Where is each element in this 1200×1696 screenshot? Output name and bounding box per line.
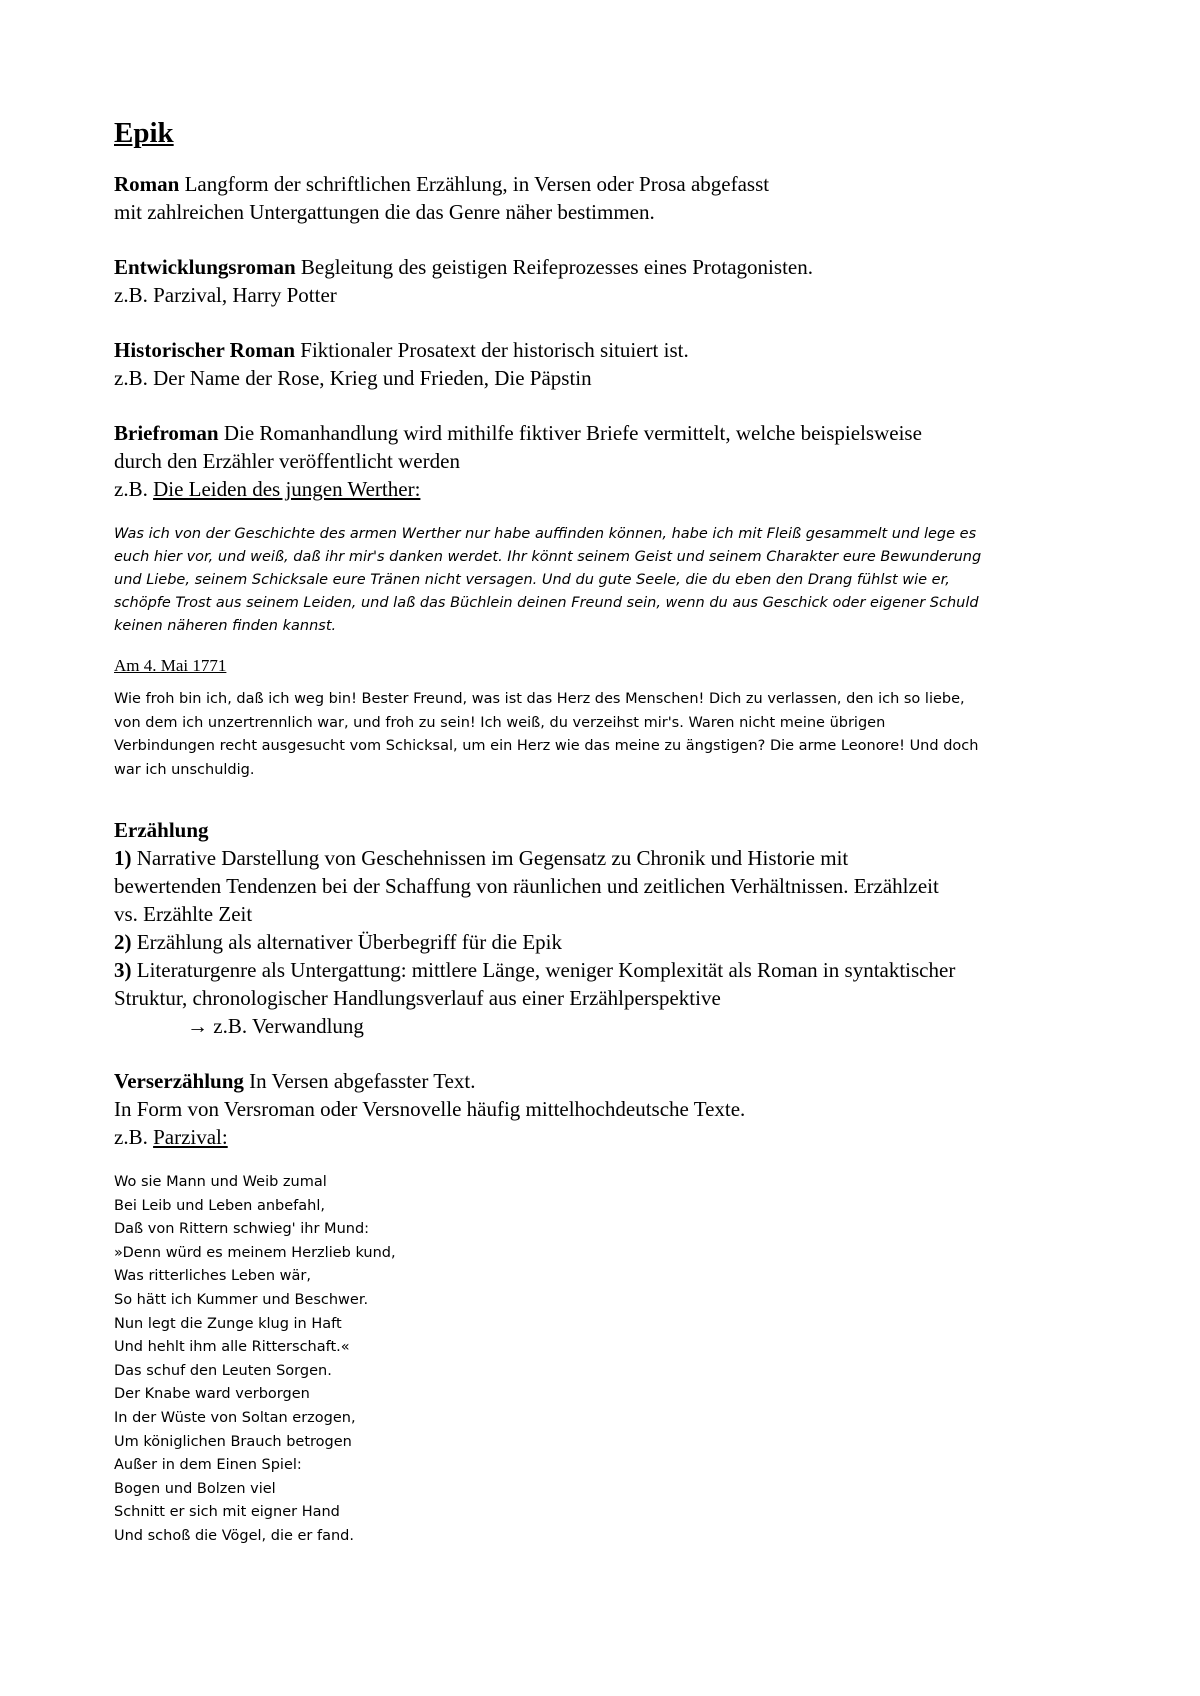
erzaehlung-heading bbox=[114, 816, 1104, 844]
verserzaehlung-example-prefix: z.B. bbox=[114, 1125, 154, 1149]
section-historischer-roman bbox=[114, 336, 1104, 392]
briefroman-line-2: durch den Erzähler veröffentlicht werden bbox=[114, 449, 460, 473]
historischer-roman-line-1 bbox=[114, 336, 1104, 364]
verse-line: Bei Leib und Leben anbefahl, bbox=[114, 1197, 325, 1214]
roman-line-1 bbox=[114, 170, 1104, 198]
entwicklungsroman-example: z.B. Parzival, Harry Potter bbox=[114, 283, 337, 307]
quote-line: und Liebe, seinem Schicksale eure Tränen nicht versagen. Und du gute Seele, die du eben den Drang fühlst wie er, bbox=[114, 572, 950, 588]
erzaehlung-point-2-number: 2) bbox=[114, 930, 132, 954]
briefroman-term: Briefroman bbox=[114, 421, 219, 445]
erzaehlung-example: → z.B. Verwandlung bbox=[187, 1014, 364, 1038]
verse-line: Daß von Rittern schwieg' ihr Mund: bbox=[114, 1221, 370, 1238]
briefroman-example-prefix: z.B. bbox=[114, 477, 154, 501]
roman-term: Roman bbox=[114, 172, 180, 196]
verse-line: Außer in dem Einen Spiel: bbox=[114, 1457, 302, 1474]
quote-line: Was ich von der Geschichte des armen Werther nur habe auffinden können, habe ich mit Fleiß gesammelt und lege es bbox=[114, 526, 977, 542]
werther-letter-quote bbox=[114, 688, 1104, 782]
entwicklungsroman-definition: Begleitung des geistigen Reifeprozesses eines Protagonisten. bbox=[295, 255, 813, 279]
erzaehlung-point-1-line-1 bbox=[114, 844, 1104, 872]
entwicklungsroman-line-1 bbox=[114, 253, 1104, 281]
spacer bbox=[114, 1151, 1104, 1171]
verse-line: Wo sie Mann und Weib zumal bbox=[114, 1174, 327, 1190]
quote-line: euch hier vor, und weiß, daß ihr mir's danken werdet. Ihr könnt seinem Geist und seinem Charakter eure Bewunderung bbox=[114, 549, 982, 565]
verse-line: Und hehlt ihm alle Ritterschaft.« bbox=[114, 1339, 350, 1356]
erzaehlung-point-1-number: 1) bbox=[114, 846, 132, 870]
verse-line: Und schoß die Vögel, die er fand. bbox=[114, 1527, 354, 1544]
erzaehlung-point-2-text: Erzählung als alternativer Überbegriff für die Epik bbox=[131, 930, 563, 954]
roman-definition: Langform der schriftlichen Erzählung, in Versen oder Prosa abgefasst bbox=[179, 172, 770, 196]
verse-line: Bogen und Bolzen viel bbox=[114, 1480, 276, 1497]
briefroman-example bbox=[114, 475, 1104, 503]
verse-line: In der Wüste von Soltan erzogen, bbox=[114, 1409, 356, 1426]
verserzaehlung-term: Verserzählung bbox=[114, 1069, 244, 1093]
erzaehlung-point-2 bbox=[114, 928, 1104, 956]
verse-line: Das schuf den Leuten Sorgen. bbox=[114, 1362, 332, 1379]
erzaehlung-point-3-line-2: Struktur, chronologischer Handlungsverlauf aus einer Erzählperspektive bbox=[114, 986, 721, 1010]
verse-line: Nun legt die Zunge klug in Haft bbox=[114, 1315, 342, 1332]
spacer bbox=[114, 782, 1104, 816]
briefroman-definition: Die Romanhandlung wird mithilfe fiktiver Briefe vermittelt, welche beispielsweise bbox=[218, 421, 922, 445]
verserzaehlung-line-1 bbox=[114, 1067, 1104, 1095]
section-roman bbox=[114, 170, 1104, 226]
letter-line: von dem ich unzertrennlich war, und froh zu sein! Ich weiß, du verzeihst mir's. Waren nicht meine übrigen bbox=[114, 714, 886, 731]
briefroman-example-title: Die Leiden des jungen Werther: bbox=[153, 477, 421, 501]
spacer bbox=[114, 638, 1104, 654]
erzaehlung-point-1-text: Narrative Darstellung von Geschehnissen im Gegensatz zu Chronik und Historie mit bbox=[131, 846, 849, 870]
erzaehlung-point-3-number: 3) bbox=[114, 958, 132, 982]
verse-line: So hätt ich Kummer und Beschwer. bbox=[114, 1291, 369, 1308]
verserzaehlung-example bbox=[114, 1123, 1104, 1151]
spacer bbox=[114, 392, 1104, 419]
document-page bbox=[114, 116, 1104, 1549]
letter-date: Am 4. Mai 1771 bbox=[114, 656, 227, 675]
letter-line: Verbindungen recht ausgesucht vom Schicksal, um ein Herz wie das meine zu ängstigen? Die arme Leonore! Und doch bbox=[114, 738, 979, 754]
verse-line: Der Knabe ward verborgen bbox=[114, 1386, 310, 1403]
verserzaehlung-example-title: Parzival: bbox=[153, 1125, 228, 1149]
spacer bbox=[114, 503, 1104, 523]
werther-preface-quote bbox=[114, 523, 1104, 638]
verse-line: Was ritterliches Leben wär, bbox=[114, 1268, 311, 1285]
parzival-verse bbox=[114, 1171, 1104, 1549]
section-briefroman bbox=[114, 419, 1104, 503]
letter-line: war ich unschuldig. bbox=[114, 761, 255, 778]
erzaehlung-point-3-text: Literaturgenre als Untergattung: mittlere Länge, weniger Komplexität als Roman in syntaktischer bbox=[131, 958, 956, 982]
quote-line: schöpfe Trost aus seinem Leiden, und laß das Büchlein deinen Freund sein, wenn du aus Geschick oder eigener Schuld bbox=[114, 595, 979, 611]
erzaehlung-term: Erzählung bbox=[114, 818, 209, 842]
verserzaehlung-line-2: In Form von Versroman oder Versnovelle häufig mittelhochdeutsche Texte. bbox=[114, 1097, 746, 1121]
letter-line: Wie froh bin ich, daß ich weg bin! Bester Freund, was ist das Herz des Menschen! Dich zu verlassen, den ich so liebe, bbox=[114, 691, 965, 707]
section-erzaehlung bbox=[114, 816, 1104, 1040]
spacer bbox=[114, 1040, 1104, 1067]
entwicklungsroman-term: Entwicklungsroman bbox=[114, 255, 296, 279]
section-entwicklungsroman bbox=[114, 253, 1104, 309]
erzaehlung-point-1-line-3: vs. Erzählte Zeit bbox=[114, 902, 253, 926]
verse-line: Schnitt er sich mit eigner Hand bbox=[114, 1504, 340, 1521]
spacer bbox=[114, 309, 1104, 336]
historischer-roman-example: z.B. Der Name der Rose, Krieg und Frieden, Die Päpstin bbox=[114, 366, 592, 390]
erzaehlung-point-1-line-2: bewertenden Tendenzen bei der Schaffung von räunlichen und zeitlichen Verhältnissen. Erzählzeit bbox=[114, 874, 939, 898]
verse-line: Um königlichen Brauch betrogen bbox=[114, 1433, 352, 1450]
verse-line: »Denn würd es meinem Herzlieb kund, bbox=[114, 1244, 396, 1261]
quote-line: keinen näheren finden kannst. bbox=[114, 618, 337, 634]
briefroman-line-1 bbox=[114, 419, 1104, 447]
section-verserzaehlung bbox=[114, 1067, 1104, 1151]
verserzaehlung-definition: In Versen abgefasster Text. bbox=[243, 1069, 476, 1093]
spacer bbox=[114, 678, 1104, 688]
erzaehlung-point-3-line-1 bbox=[114, 956, 1104, 984]
page-title: Epik bbox=[114, 117, 174, 149]
historischer-roman-definition: Fiktionaler Prosatext der historisch situiert ist. bbox=[295, 338, 689, 362]
spacer bbox=[114, 226, 1104, 253]
roman-line-2: mit zahlreichen Untergattungen die das Genre näher bestimmen. bbox=[114, 200, 655, 224]
historischer-roman-term: Historischer Roman bbox=[114, 338, 296, 362]
